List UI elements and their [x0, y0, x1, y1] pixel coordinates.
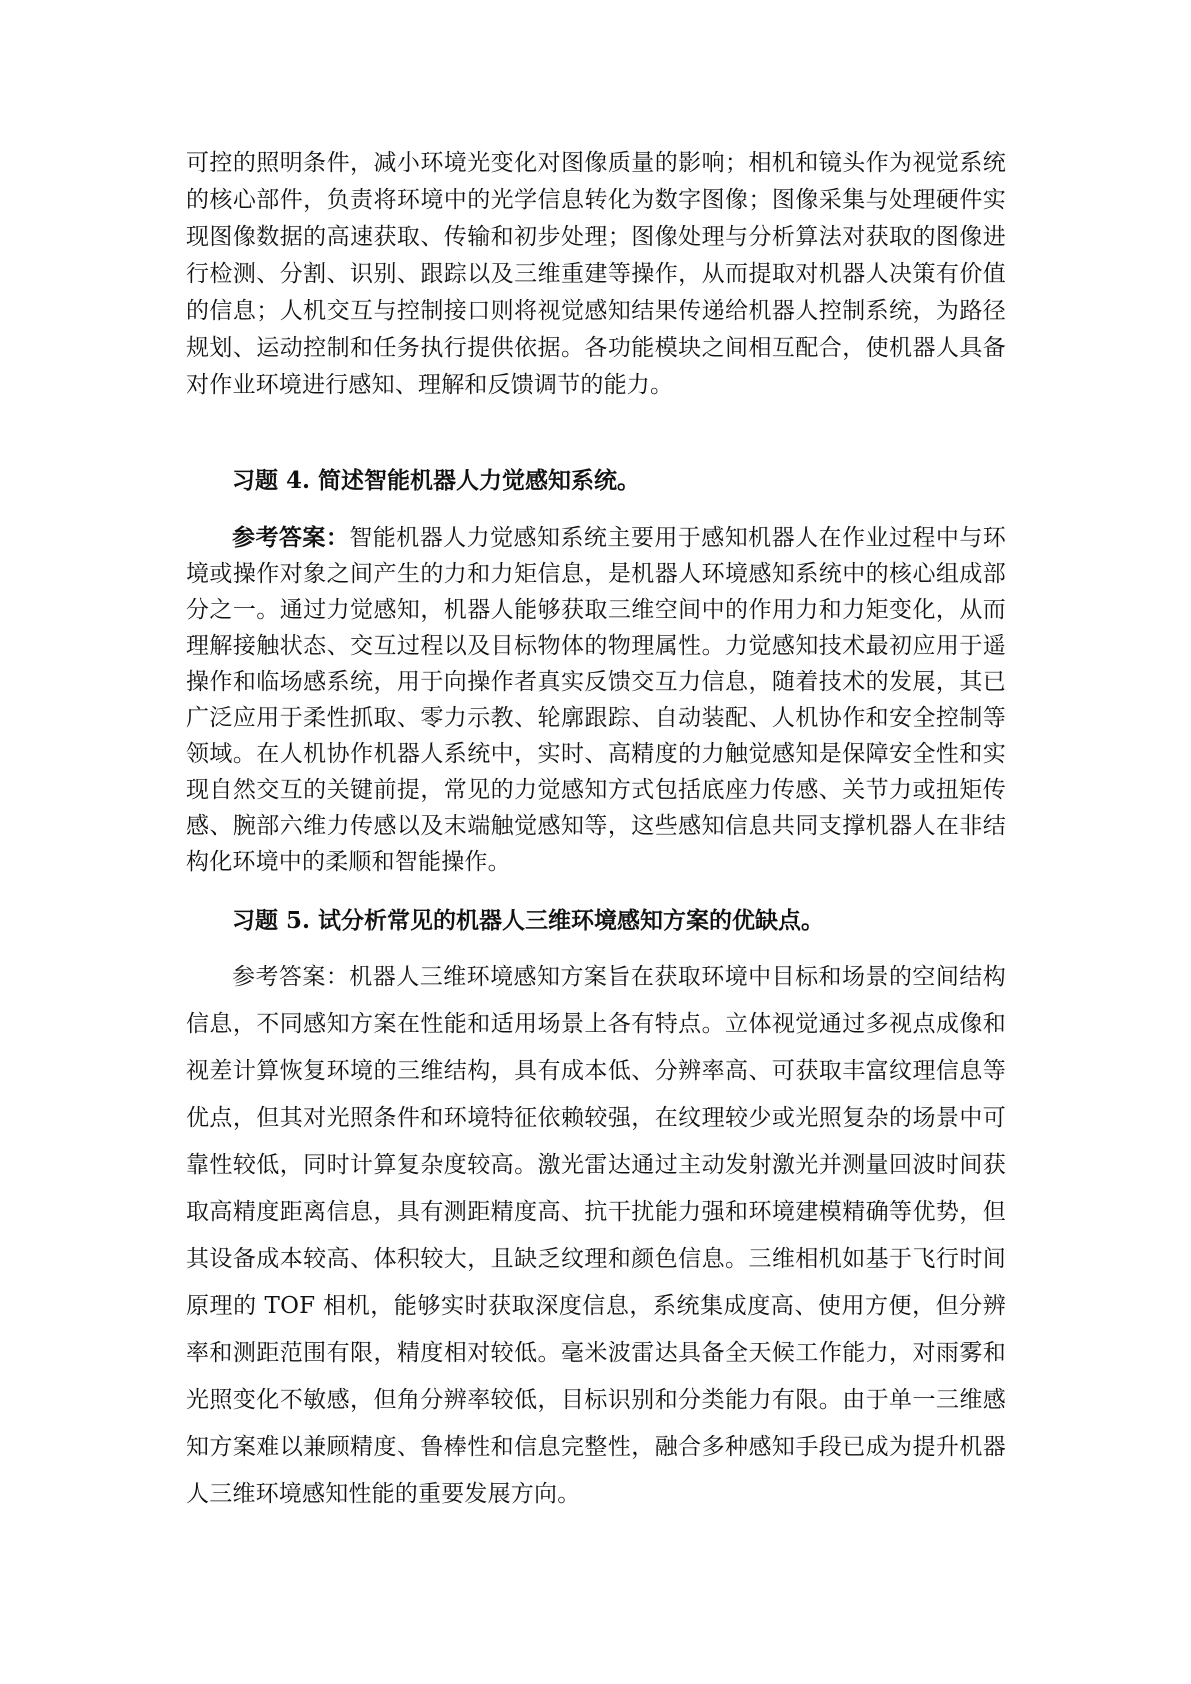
intro-paragraph: 可控的照明条件，减小环境光变化对图像质量的影响；相机和镜头作为视觉系统的核心部件，负责将环境中的光学信息转化为数字图像；图像采集与处理硬件实现图像数据的高速获取、传输和初步处理；图像处理与分析算法对获取的图像进行检测、分割、识别、跟踪以及三维重建等操作，从而提取对机器人决策有价值的信息；人机交互与控制接口则将视觉感知结果传递给机器人控制系统，为路径规划、运动控制和任务执行提供依据。各功能模块之间相互配合，使机器人具备对作业环境进行感知、理解和反馈调节的能力。 [186, 150, 1006, 398]
exercise-4-question: 习题 4. 简述智能机器人力觉感知系统。 [232, 467, 641, 494]
exercise-4-answer-text: 智能机器人力觉感知系统主要用于感知机器人在作业过程中与环境或操作对象之间产生的力和力矩信息，是机器人环境感知系统中的核心组成部分之一。通过力觉感知，机器人能够获取三维空间中的作用力和力矩变化，从而理解接触状态、交互过程以及目标物体的物理属性。力觉感知技术最初应用于遥操作和临场感系统，用于向操作者真实反馈交互力信息，随着技术的发展，其已广泛应用于柔性抓取、零力示教、轮廓跟踪、自动装配、人机协作和安全控制等领域。在人机协作机器人系统中，实时、高精度的力触觉感知是保障安全性和实现自然交互的关键前提，常见的力觉感知方式包括底座力传感、关节力或扭矩传感、腕部六维力传感以及末端触觉感知等，这些感知信息共同支撑机器人在非结构化环境中的柔顺和智能操作。 [186, 525, 1006, 875]
exercise-5-answer: 参考答案：机器人三维环境感知方案旨在获取环境中目标和场景的空间结构信息，不同感知方案在性能和适用场景上各有特点。立体视觉通过多视点成像和视差计算恢复环境的三维结构，具有成本低、分辨率高、可获取丰富纹理信息等优点，但其对光照条件和环境特征依赖较强，在纹理较少或光照复杂的场景中可靠性较低，同时计算复杂度较高。激光雷达通过主动发射激光并测量回波时间获取高精度距离信息，具有测距精度高、抗干扰能力强和环境建模精确等优势，但其设备成本较高、体积较大，且缺乏纹理和颜色信息。三维相机如基于飞行时间原理的 TOF 相机，能够实时获取深度信息，系统集成度高、使用方便，但分辨率和测距范围有限，精度相对较低。毫米波雷达具备全天候工作能力，对雨雾和光照变化不敏感，但角分辨率较低，目标识别和分类能力有限。由于单一三维感知方案难以兼顾精度、鲁棒性和信息完整性，融合多种感知手段已成为提升机器人三维环境感知性能的重要发展方向。 [186, 964, 1006, 1507]
exercise-4-answer [186, 520, 1006, 880]
exercise-4-answer-label: 参考答案： [232, 524, 350, 551]
exercise-5-question: 习题 5. 试分析常见的机器人三维环境感知方案的优缺点。 [232, 907, 825, 934]
